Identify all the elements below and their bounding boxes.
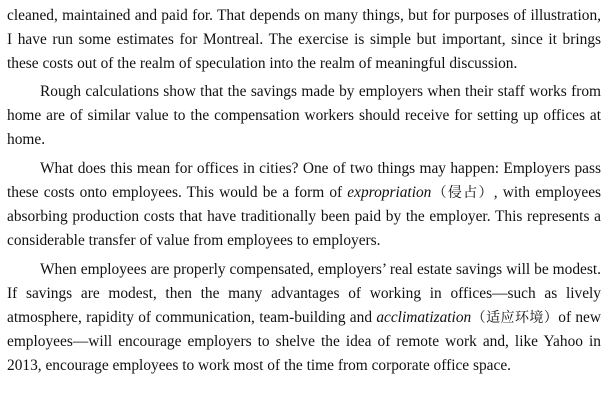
paragraph-3-before: What does this mean for offices in cities? One of two things may happen: Employers pass these costs onto employees. This would be a form of	[7, 159, 601, 201]
term-acclimatization: acclimatization	[376, 308, 472, 326]
paragraph-4-after: of new employees—will encourage employers to shelve the idea of remote work and, like Yahoo in 2013, encourage employees to work most of the time from corporate office space.	[7, 308, 602, 375]
paragraph-2	[7, 80, 601, 151]
paragraph-1	[7, 4, 601, 75]
paragraph-2-text: Rough calculations show that the savings made by employers when their staff works from home are of similar value to the compensation workers should receive for setting up offices at home.	[7, 83, 601, 148]
paragraph-4-before: When employees are properly compensated, employers’ real estate savings will be modest. If savings are modest, then the many advantages of working in offices—such as lively atmosphere, rapidity of communication, team-building and	[7, 260, 601, 326]
paragraph-3-after: , with employees absorbing production costs that have traditionally been paid by the employer. This represents a considerable transfer of value from employees to employers.	[7, 183, 602, 250]
document-body	[7, 4, 601, 383]
paragraph-3	[7, 157, 601, 253]
gloss-expropriation: （侵占）	[431, 184, 494, 201]
paragraph-4	[7, 258, 601, 378]
gloss-acclimatization: （适应环境）	[471, 309, 559, 326]
term-expropriation: expropriation	[347, 183, 432, 201]
paragraph-1-text: cleaned, maintained and paid for. That depends on many things, but for purposes of illustration, I have run some estimates for Montreal. The exercise is simple but important, since it brings these costs out of the realm of speculation into the realm of meaningful discussion.	[7, 7, 601, 72]
